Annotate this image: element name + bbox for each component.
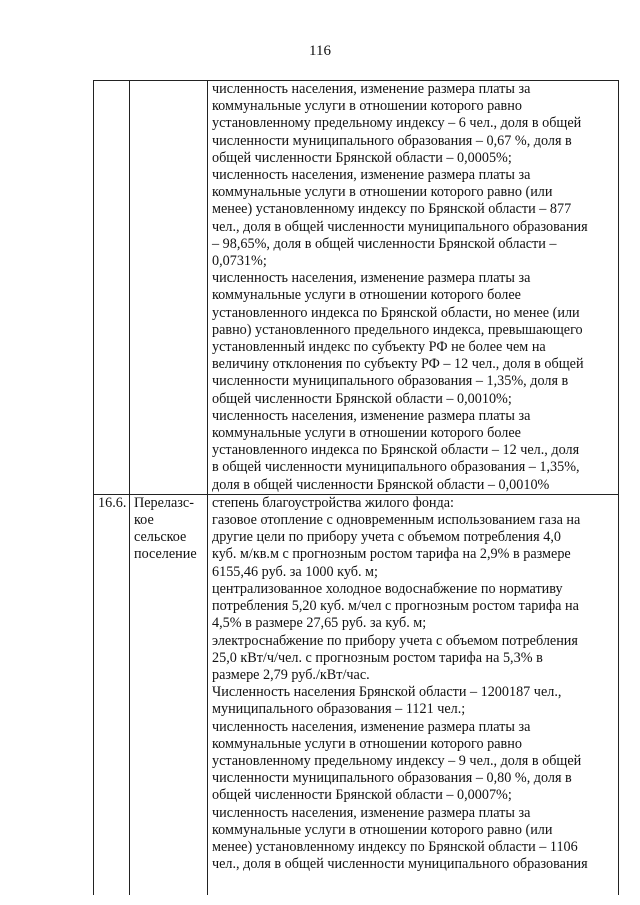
municipality-name-cell [130,81,208,495]
paragraph: газовое отопление с одновременным использованием газа на другие цели по прибору учета с объемом потребления 4,0 куб. м/кв.м с прогнозным ростом тарифа на 2,9% в размере 6155,46 руб. за 1000 куб. м; [212,512,581,580]
description-cell [208,494,619,895]
table-row [94,81,619,495]
paragraph: централизованное холодное водоснабжение по нормативу потребления 5,20 куб. м/чел с прогнозным ростом тарифа на 4,5% в размере 27,65 руб. за куб. м; [212,580,579,632]
row-number-cell: 16.6. [94,494,130,895]
paragraph: численность населения, изменение размера платы за коммунальные услуги в отношении которого равно установленному предельному индексу – 9 чел., доля в общей численности муниципального образования – 0,80 %, доля в общей численности Брянской области – 0,0007%; [212,718,582,804]
paragraph: численность населения, изменение размера платы за коммунальные услуги в отношении которого равно (или менее) установленному индексу по Брянской области – 877 чел., доля в общей численности муниципального образования – 98,65%, доля в общей численности Брянской области – 0,0731%; [212,167,588,270]
municipality-name-cell: Перелазс- кое сельское поселение [130,494,208,895]
row-number-cell [94,81,130,495]
paragraph: Численность населения Брянской области – 1200187 чел., муниципального образования – 1121 чел.; [212,684,562,718]
paragraph: электроснабжение по прибору учета с объемом потребления 25,0 кВт/ч/чел. с прогнозным ростом тарифа на 5,3% в размере 2,79 руб./кВт/час. [212,632,578,683]
paragraph: численность населения, изменение размера платы за коммунальные услуги в отношении которого более установленного индекса по Брянской области – 12 чел., доля в общей численности муниципального образования – 1,35%, доля в общей численности Брянской области – 0,0010% [212,407,580,493]
paragraph: численность населения, изменение размера платы за коммунальные услуги в отношении которого равно установленному предельному индексу – 6 чел., доля в общей численности муниципального образования – 0,67 %, доля в общей численности Брянской области – 0,0005%; [212,81,582,166]
paragraph: численность населения, изменение размера платы за коммунальные услуги в отношении которого более установленного индекса по Брянской области, но менее (или равно) установленного предельного индекса, превышающего установленный индекс по субъекту РФ не более чем на величину отклонения по субъекту РФ – 12 чел., доля в общей численности муниципального образования – 1,35%, доля в общей численности Брянской области – 0,0010%; [212,270,584,407]
document-table [93,80,619,895]
description-cell [208,81,619,495]
paragraph: численность населения, изменение размера платы за коммунальные услуги в отношении которого равно (или менее) установленному индексу по Брянской области – 1106 чел., доля в общей численности муниципального образования [212,804,588,873]
page-number: 116 [309,43,331,59]
paragraph: степень благоустройства жилого фонда: [212,494,454,511]
table-row [94,494,619,895]
